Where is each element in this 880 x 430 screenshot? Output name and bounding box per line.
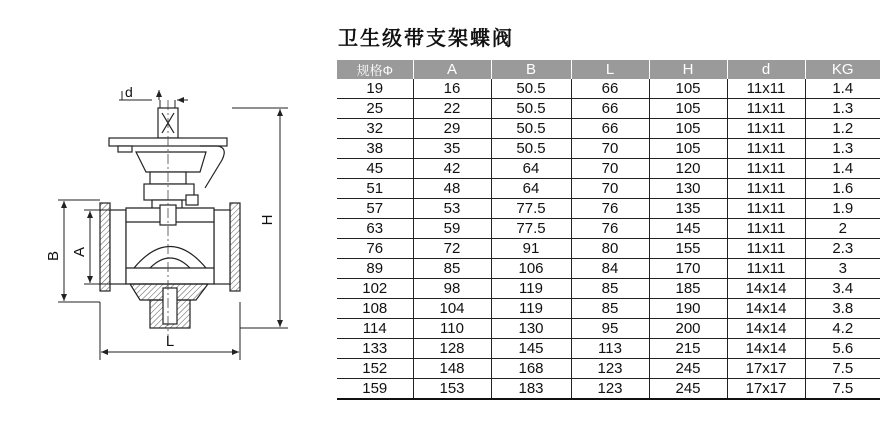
table-cell: 66	[571, 119, 649, 139]
table-cell: 98	[413, 279, 491, 299]
table-cell: 91	[491, 239, 571, 259]
table-cell: 63	[337, 219, 413, 239]
table-cell: 105	[649, 79, 727, 99]
table-cell: 85	[571, 299, 649, 319]
table-cell: 108	[337, 299, 413, 319]
table-cell: 113	[571, 339, 649, 359]
table-cell: 77.5	[491, 219, 571, 239]
table-row	[337, 179, 880, 199]
table-cell: 185	[649, 279, 727, 299]
label-H: H	[259, 214, 276, 226]
label-L: L	[165, 333, 175, 350]
table-cell: 1.4	[805, 159, 880, 179]
table-cell: 123	[571, 359, 649, 379]
table-cell: 110	[413, 319, 491, 339]
table-cell: 159	[337, 379, 413, 400]
table-row	[337, 219, 880, 239]
table-cell: 70	[571, 139, 649, 159]
table-row	[337, 259, 880, 279]
table-cell: 119	[491, 299, 571, 319]
table-cell: 17x17	[727, 359, 805, 379]
header-a: A	[413, 60, 491, 79]
table-cell: 77.5	[491, 199, 571, 219]
header-size: 规格Φ	[337, 60, 413, 79]
table-cell: 17x17	[727, 379, 805, 400]
dimension-d	[119, 84, 188, 108]
table-cell: 190	[649, 299, 727, 319]
table-cell: 105	[649, 119, 727, 139]
table-cell: 76	[571, 199, 649, 219]
table-cell: 3.4	[805, 279, 880, 299]
header-l: L	[571, 60, 649, 79]
table-cell: 7.5	[805, 359, 880, 379]
table-cell: 32	[337, 119, 413, 139]
table-cell: 114	[337, 319, 413, 339]
table-cell: 95	[571, 319, 649, 339]
table-cell: 85	[413, 259, 491, 279]
spec-table	[337, 60, 880, 400]
label-B: B	[45, 250, 62, 262]
table-cell: 50.5	[491, 79, 571, 99]
header-b: B	[491, 60, 571, 79]
table-cell: 1.9	[805, 199, 880, 219]
table-cell: 29	[413, 119, 491, 139]
table-cell: 155	[649, 239, 727, 259]
table-cell: 19	[337, 79, 413, 99]
table-cell: 14x14	[727, 279, 805, 299]
table-cell: 50.5	[491, 119, 571, 139]
table-cell: 130	[649, 179, 727, 199]
table-cell: 4.2	[805, 319, 880, 339]
table-cell: 85	[571, 279, 649, 299]
table-cell: 1.6	[805, 179, 880, 199]
table-cell: 1.4	[805, 79, 880, 99]
table-row	[337, 79, 880, 99]
table-cell: 1.2	[805, 119, 880, 139]
table-cell: 50.5	[491, 99, 571, 119]
table-cell: 14x14	[727, 339, 805, 359]
table-cell: 11x11	[727, 179, 805, 199]
table-cell: 183	[491, 379, 571, 400]
table-cell: 45	[337, 159, 413, 179]
table-cell: 5.6	[805, 339, 880, 359]
table-cell: 104	[413, 299, 491, 319]
table-row	[337, 299, 880, 319]
table-cell: 42	[413, 159, 491, 179]
table-cell: 2	[805, 219, 880, 239]
table-cell: 89	[337, 259, 413, 279]
table-cell: 215	[649, 339, 727, 359]
table-cell: 76	[571, 219, 649, 239]
table-row	[337, 379, 880, 400]
table-cell: 105	[649, 99, 727, 119]
table-cell: 70	[571, 159, 649, 179]
table-cell: 11x11	[727, 239, 805, 259]
table-cell: 130	[491, 319, 571, 339]
table-cell: 25	[337, 99, 413, 119]
table-cell: 170	[649, 259, 727, 279]
table-cell: 11x11	[727, 119, 805, 139]
table-cell: 64	[491, 179, 571, 199]
table-cell: 3.8	[805, 299, 880, 319]
table-cell: 50.5	[491, 139, 571, 159]
table-cell: 133	[337, 339, 413, 359]
table-cell: 148	[413, 359, 491, 379]
table-cell: 105	[649, 139, 727, 159]
table-cell: 14x14	[727, 319, 805, 339]
table-cell: 64	[491, 159, 571, 179]
table-cell: 102	[337, 279, 413, 299]
table-cell: 245	[649, 359, 727, 379]
table-cell: 245	[649, 379, 727, 400]
table-row	[337, 199, 880, 219]
table-cell: 168	[491, 359, 571, 379]
table-cell: 22	[413, 99, 491, 119]
table-row	[337, 159, 880, 179]
table-cell: 80	[571, 239, 649, 259]
table-cell: 152	[337, 359, 413, 379]
valve-body	[100, 203, 240, 328]
table-cell: 11x11	[727, 139, 805, 159]
table-cell: 1.3	[805, 139, 880, 159]
table-cell: 11x11	[727, 259, 805, 279]
table-row	[337, 319, 880, 339]
table-cell: 57	[337, 199, 413, 219]
table-cell: 48	[413, 179, 491, 199]
table-cell: 11x11	[727, 199, 805, 219]
table-cell: 11x11	[727, 159, 805, 179]
table-cell: 145	[491, 339, 571, 359]
table-cell: 123	[571, 379, 649, 400]
table-cell: 11x11	[727, 219, 805, 239]
table-cell: 153	[413, 379, 491, 400]
table-cell: 120	[649, 159, 727, 179]
table-cell: 35	[413, 139, 491, 159]
table-cell: 16	[413, 79, 491, 99]
label-d: d	[125, 84, 133, 100]
header-h: H	[649, 60, 727, 79]
table-cell: 53	[413, 199, 491, 219]
table-cell: 1.3	[805, 99, 880, 119]
table-cell: 66	[571, 99, 649, 119]
table-row	[337, 359, 880, 379]
table-cell: 38	[337, 139, 413, 159]
table-cell: 200	[649, 319, 727, 339]
table-cell: 119	[491, 279, 571, 299]
header-d: d	[727, 60, 805, 79]
table-row	[337, 99, 880, 119]
table-cell: 14x14	[727, 299, 805, 319]
table-cell: 3	[805, 259, 880, 279]
table-row	[337, 139, 880, 159]
table-cell: 7.5	[805, 379, 880, 400]
table-cell: 2.3	[805, 239, 880, 259]
label-A: A	[71, 246, 88, 258]
table-cell: 11x11	[727, 79, 805, 99]
page-title: 卫生级带支架蝶阀	[338, 26, 514, 50]
table-cell: 66	[571, 79, 649, 99]
valve-technical-drawing	[0, 0, 330, 430]
table-header-row	[337, 60, 880, 79]
table-cell: 145	[649, 219, 727, 239]
header-kg: KG	[805, 60, 880, 79]
table-cell: 84	[571, 259, 649, 279]
table-cell: 72	[413, 239, 491, 259]
table-cell: 59	[413, 219, 491, 239]
table-cell: 135	[649, 199, 727, 219]
table-row	[337, 279, 880, 299]
table-cell: 70	[571, 179, 649, 199]
table-cell: 106	[491, 259, 571, 279]
table-row	[337, 339, 880, 359]
table-row	[337, 239, 880, 259]
table-row	[337, 119, 880, 139]
table-cell: 128	[413, 339, 491, 359]
table-cell: 76	[337, 239, 413, 259]
table-cell: 51	[337, 179, 413, 199]
table-cell: 11x11	[727, 99, 805, 119]
